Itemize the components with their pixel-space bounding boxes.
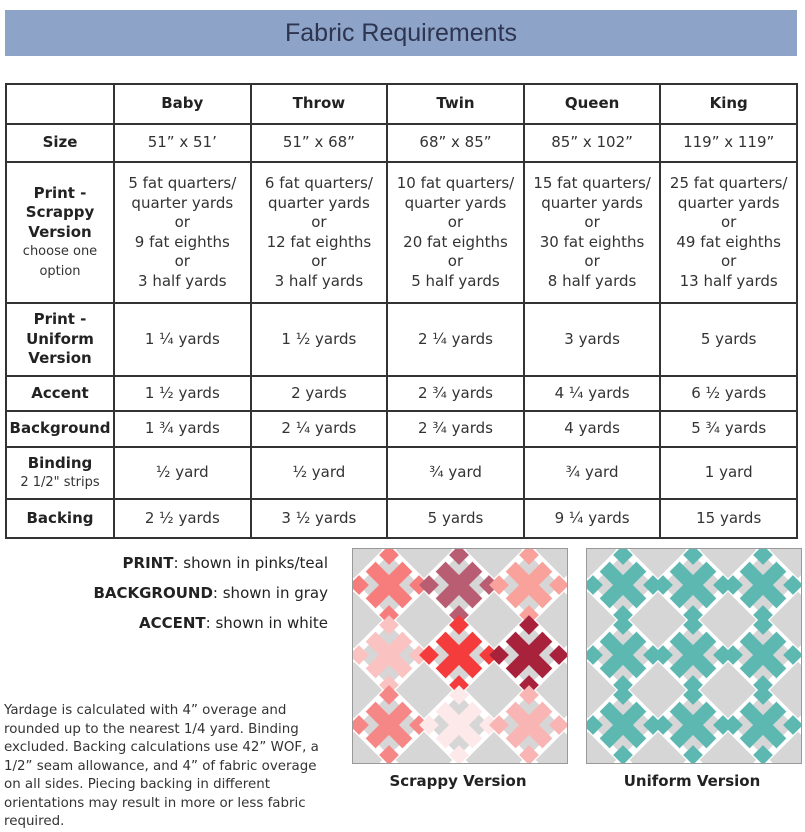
cell-line: or (721, 213, 737, 231)
uniform-caption: Uniform Version (623, 772, 761, 790)
table-cell: 4 yards (524, 411, 661, 447)
table-cell: 1 ½ yards (114, 376, 251, 411)
table-cell: 2 ¾ yards (387, 376, 524, 411)
table-cell: 2 ¼ yards (251, 411, 388, 447)
table-cell: 3 ½ yards (251, 499, 388, 538)
column-header (6, 84, 114, 124)
table-cell: 119” x 119” (660, 124, 797, 162)
fabric-requirements-table (5, 83, 798, 539)
cell-line: or (447, 213, 464, 231)
table-row (6, 303, 797, 376)
cell-line: 6 fat quarters/ (264, 174, 373, 192)
row-sublabel: 2 1/2" strips (20, 475, 100, 490)
legend-accent: ACCENT: shown in white (138, 614, 328, 632)
table-cell: 5 yards (660, 303, 797, 376)
cell-line: or (584, 252, 600, 270)
table-cell: 51” x 68” (251, 124, 388, 162)
cell-line: 15 fat quarters/ (533, 174, 651, 192)
table-cell: 1 yard (660, 447, 797, 499)
table-cell: ½ yard (114, 447, 251, 499)
uniform-quilt-image (586, 548, 802, 764)
row-label: Print - Uniform Version (26, 310, 94, 368)
row-header (6, 499, 114, 538)
table-cell: 4 ¼ yards (524, 376, 661, 411)
cell-line: 8 half yards (547, 271, 637, 290)
row-header (6, 124, 114, 162)
legend-background: BACKGROUND: shown in gray (93, 584, 328, 602)
row-label: Binding (27, 453, 93, 472)
cell-line: 13 half yards (679, 271, 778, 290)
cell-line: 3 half yards (138, 271, 227, 290)
cell-line: or (311, 213, 327, 231)
cell-line: quarter yards (404, 193, 507, 212)
row-header (6, 376, 114, 411)
table-row (6, 411, 797, 447)
table-cell: ¾ yard (524, 447, 661, 499)
scrappy-caption: Scrappy Version (389, 772, 527, 790)
cell-line: quarter yards (131, 193, 234, 212)
table-cell: 85” x 102” (524, 124, 661, 162)
table-cell (114, 162, 251, 303)
cell-line: quarter yards (677, 193, 780, 212)
cell-line: quarter yards (268, 193, 370, 212)
table-row (6, 499, 797, 538)
table-cell (660, 162, 797, 303)
table-row (6, 124, 797, 162)
table-cell: 2 ¼ yards (387, 303, 524, 376)
table-cell: 3 yards (524, 303, 661, 376)
cell-line: 5 half yards (411, 271, 500, 290)
cell-line: or (311, 252, 327, 270)
row-header (6, 411, 114, 447)
row-sublabel: choose one option (22, 244, 98, 279)
table-cell (387, 162, 524, 303)
table-cell: 2 ½ yards (114, 499, 251, 538)
table-cell: 2 yards (251, 376, 388, 411)
cell-line: 10 fat quarters/ (396, 174, 515, 192)
row-header (6, 303, 114, 376)
row-label: Size (42, 133, 78, 152)
table-cell: 5 yards (387, 499, 524, 538)
table-cell: 5 ¾ yards (660, 411, 797, 447)
table-cell: ½ yard (251, 447, 388, 499)
table-cell: ¾ yard (387, 447, 524, 499)
row-label: Print - Scrappy Version (25, 183, 95, 241)
table-cell: 51” x 51’ (114, 124, 251, 162)
cell-line: 12 fat eighths (266, 232, 372, 251)
table-cell: 1 ¼ yards (114, 303, 251, 376)
cell-line: or (584, 213, 600, 231)
cell-line: or (447, 252, 464, 270)
scrappy-quilt-image (352, 548, 568, 764)
cell-line: 30 fat eighths (539, 232, 645, 251)
row-header (6, 447, 114, 499)
cell-line: 25 fat quarters/ (669, 174, 788, 192)
table-cell: 15 yards (660, 499, 797, 538)
table-cell: 2 ¾ yards (387, 411, 524, 447)
cell-line: quarter yards (541, 193, 643, 212)
table-row (6, 376, 797, 411)
cell-line: or (721, 252, 737, 270)
cell-line: 5 fat quarters/ (128, 174, 237, 192)
cell-line: or (174, 213, 190, 231)
cell-line: 3 half yards (274, 271, 364, 290)
table-cell (524, 162, 661, 303)
row-label: Background (9, 419, 111, 438)
row-label: Accent (31, 383, 89, 402)
column-header: Baby (114, 84, 251, 124)
table-row (6, 447, 797, 499)
table-cell (251, 162, 388, 303)
yardage-note: Yardage is calculated with 4” overage and rounded up to the nearest 1/4 yard. Binding excluded. Backing calculations use 42” WOF, a 1/2” seam allowance, and 4” of fabric overage on all sides. Piecing backing in different orientations may result in more or less fabric required. (4, 703, 319, 829)
table-row (6, 162, 797, 303)
column-header: Queen (524, 84, 661, 124)
table-cell: 68” x 85” (387, 124, 524, 162)
column-header: Twin (387, 84, 524, 124)
cell-line: 49 fat eighths (676, 232, 781, 251)
row-label: Backing (26, 508, 94, 527)
page-title: Fabric Requirements (5, 10, 797, 56)
legend-print: PRINT: shown in pinks/teal (122, 554, 328, 572)
table-cell: 9 ¼ yards (524, 499, 661, 538)
table-cell: 1 ½ yards (251, 303, 388, 376)
cell-line: or (174, 252, 190, 270)
cell-line: 9 fat eighths (134, 232, 230, 251)
cell-line: 20 fat eighths (403, 232, 508, 251)
table-cell: 6 ½ yards (660, 376, 797, 411)
table-cell: 1 ¾ yards (114, 411, 251, 447)
column-header: Throw (251, 84, 388, 124)
row-header (6, 162, 114, 303)
column-header: King (660, 84, 797, 124)
